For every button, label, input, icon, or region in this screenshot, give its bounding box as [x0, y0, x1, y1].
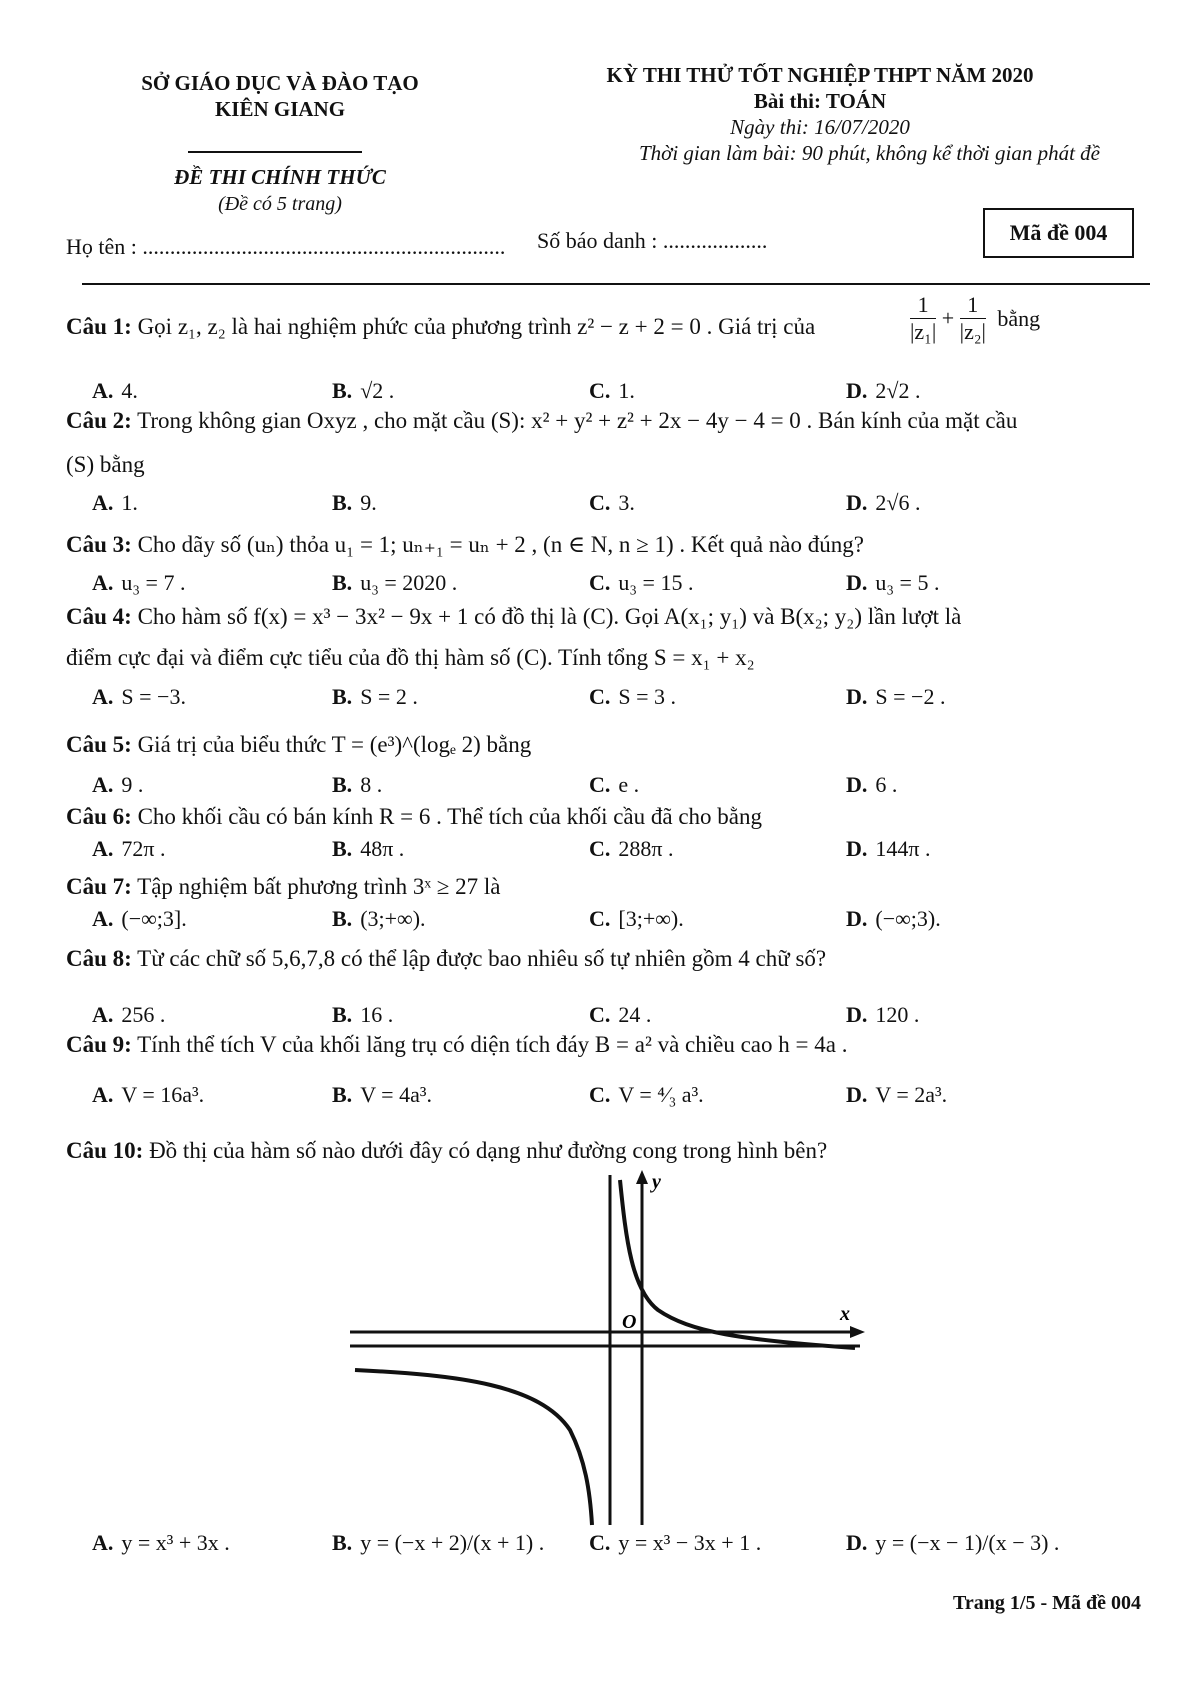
y-axis-label: y [652, 1171, 661, 1193]
curve-right-branch [620, 1180, 855, 1348]
q6-option-c[interactable]: C. 288π . [589, 836, 674, 861]
q10-function-graph [340, 1170, 870, 1530]
question-label: Câu 1: [66, 314, 132, 339]
question-2-line2: (S) bằng [66, 452, 145, 477]
q4-option-b[interactable]: B. S = 2 . [332, 684, 418, 709]
header-right [520, 62, 1120, 166]
question-4-line2: điểm cực đại và điểm cực tiểu của đồ thị hàm số (C). Tính tổng S = x₁ + x₂ [66, 645, 755, 670]
header-rule [82, 283, 1150, 285]
question-8: Câu 8: Từ các chữ số 5,6,7,8 có thể lập được bao nhiêu số tự nhiên gồm 4 chữ số? [66, 946, 827, 971]
q9-option-b[interactable]: B. V = 4a³. [332, 1082, 432, 1107]
x-axis-arrow-icon [850, 1326, 865, 1338]
q1-tail: bằng [997, 305, 1041, 331]
q4-option-a[interactable]: A. S = −3. [92, 684, 186, 709]
q5-option-a[interactable]: A. 9 . [92, 772, 144, 797]
q8-option-b[interactable]: B. 16 . [332, 1002, 394, 1027]
question-5: Câu 5: Giá trị của biểu thức T = (e³)^(logₑ 2) bằng [66, 732, 532, 757]
q4-option-d[interactable]: D. S = −2 . [846, 684, 946, 709]
q2-option-c[interactable]: C. 3. [589, 490, 635, 515]
q6-option-a[interactable]: A. 72π . [92, 836, 166, 861]
q7-option-b[interactable]: B. (3;+∞). [332, 906, 426, 931]
question-9: Câu 9: Tính thể tích V của khối lăng trụ có diện tích đáy B = a² và chiều cao h = 4a . [66, 1032, 848, 1057]
q5-option-b[interactable]: B. 8 . [332, 772, 383, 797]
question-10: Câu 10: Đồ thị của hàm số nào dưới đây có dạng như đường cong trong hình bên? [66, 1138, 828, 1163]
q6-option-b[interactable]: B. 48π . [332, 836, 405, 861]
q1-frac1-den: |z₁| [910, 319, 937, 344]
official-label: ĐỀ THI CHÍNH THỨC [174, 165, 386, 189]
q8-option-a[interactable]: A. 256 . [92, 1002, 166, 1027]
duration: Thời gian làm bài: 90 phút, không kể thời gian phát đề [638, 141, 1100, 165]
question-3: Câu 3: Cho dãy số (uₙ) thỏa u₁ = 1; uₙ₊₁ = uₙ + 2 , (n ∈ N, n ≥ 1) . Kết quả nào đúng? [66, 532, 864, 557]
q4-option-c[interactable]: C. S = 3 . [589, 684, 677, 709]
q10-option-a[interactable]: A. y = x³ + 3x . [92, 1530, 230, 1555]
q1-frac2-num: 1 [960, 292, 986, 319]
q3-option-a[interactable]: A. u₃ = 7 . [92, 570, 186, 595]
question-6: Câu 6: Cho khối cầu có bán kính R = 6 . Thể tích của khối cầu đã cho bằng [66, 804, 763, 829]
q1-frac1-num: 1 [910, 292, 936, 319]
q9-option-d[interactable]: D. V = 2a³. [846, 1082, 948, 1107]
header-left [110, 70, 450, 122]
q1-option-c[interactable]: C. 1. [589, 378, 635, 403]
q3-option-b[interactable]: B. u₃ = 2020 . [332, 570, 458, 595]
q5-option-c[interactable]: C. e . [589, 772, 640, 797]
q3-option-d[interactable]: D. u₃ = 5 . [846, 570, 940, 595]
q10-option-c[interactable]: C. y = x³ − 3x + 1 . [589, 1530, 762, 1555]
curve-left-branch [355, 1370, 592, 1525]
exam-date: Ngày thi: 16/07/2020 [730, 115, 910, 139]
dept-line1: SỞ GIÁO DỤC VÀ ĐÀO TẠO [141, 71, 419, 95]
q5-option-d[interactable]: D. 6 . [846, 772, 898, 797]
q7-option-a[interactable]: A. (−∞;3]. [92, 906, 187, 931]
q1-frac2-den: |z₂| [959, 319, 986, 344]
q7-option-d[interactable]: D. (−∞;3). [846, 906, 941, 931]
y-axis-arrow-icon [636, 1170, 648, 1184]
q6-option-d[interactable]: D. 144π . [846, 836, 931, 861]
question-text: Gọi z₁, z₂ là hai nghiệm phức của phương trình z² − z + 2 = 0 . Giá trị của [137, 314, 816, 339]
q1-option-d[interactable]: D. 2√2 . [846, 378, 921, 403]
q10-option-b[interactable]: B. y = (−x + 2)/(x + 1) . [332, 1530, 545, 1555]
q2-option-d[interactable]: D. 2√6 . [846, 490, 921, 515]
q10-option-d[interactable]: D. y = (−x − 1)/(x − 3) . [846, 1530, 1060, 1555]
id-field: Số báo danh : ................... [537, 228, 768, 253]
exam-title: KỲ THI THỬ TỐT NGHIỆP THPT NĂM 2020 [606, 63, 1034, 87]
header-divider [188, 151, 362, 153]
q1-option-b[interactable]: B. √2 . [332, 378, 395, 403]
pages-note: (Đề có 5 trang) [218, 193, 342, 215]
q3-option-c[interactable]: C. u₃ = 15 . [589, 570, 694, 595]
q2-option-b[interactable]: B. 9. [332, 490, 377, 515]
q2-option-a[interactable]: A. 1. [92, 490, 138, 515]
q1-fraction-sum: $\frac{1}{\text{|z₁|}}$ + $\frac{1}{\text{|z₂|}}$ bằng [910, 292, 1041, 344]
q1-option-a[interactable]: A. 4. [92, 378, 138, 403]
q7-option-c[interactable]: C. [3;+∞). [589, 906, 684, 931]
dept-line2: KIÊN GIANG [214, 97, 346, 121]
question-2: Câu 2: Trong không gian Oxyz , cho mặt cầu (S): x² + y² + z² + 2x − 4y − 4 = 0 . Bán kính của mặt cầu [66, 408, 1018, 433]
q8-option-c[interactable]: C. 24 . [589, 1002, 652, 1027]
question-7: Câu 7: Tập nghiệm bất phương trình 3ˣ ≥ 27 là [66, 874, 501, 899]
page-footer: Trang 1/5 - Mã đề 004 [953, 1592, 1141, 1614]
exam-code-box: Mã đề 004 [983, 208, 1134, 258]
q9-option-c[interactable]: C. V = ⁴⁄₃ a³. [589, 1082, 704, 1107]
x-axis-label: x [840, 1303, 850, 1325]
name-field: Họ tên : .................................................................. [66, 234, 506, 259]
subject: Bài thi: TOÁN [753, 89, 887, 113]
question-4: Câu 4: Cho hàm số f(x) = x³ − 3x² − 9x + 1 có đồ thị là (C). Gọi A(x₁; y₁) và B(x₂; y₂) lần lượt là [66, 604, 962, 629]
q9-option-a[interactable]: A. V = 16a³. [92, 1082, 205, 1107]
q8-option-d[interactable]: D. 120 . [846, 1002, 920, 1027]
origin-label: O [622, 1311, 637, 1333]
